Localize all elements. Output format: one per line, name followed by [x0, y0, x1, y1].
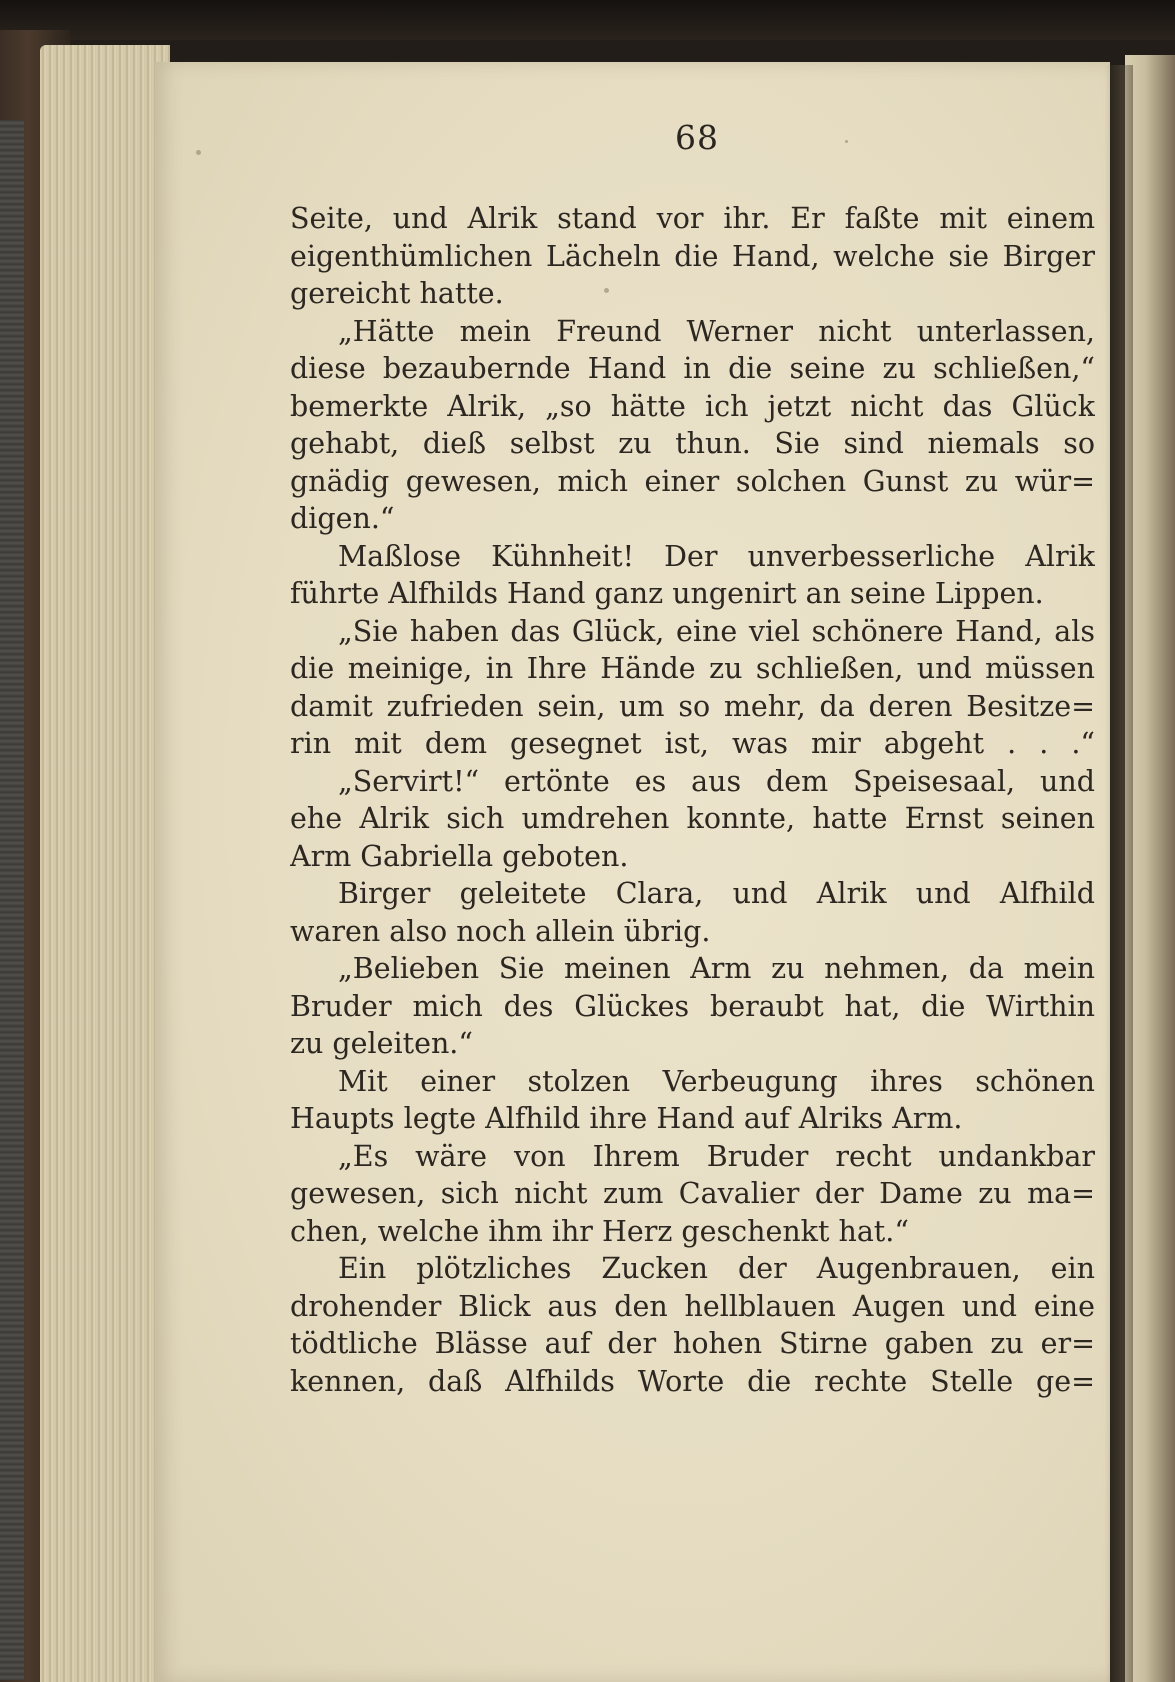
text-line: ehe Alrik sich umdrehen konnte, hatte Ernst seinen: [290, 802, 1095, 835]
text-line: zu geleiten.“: [290, 1027, 473, 1060]
text-line: gewesen, sich nicht zum Cavalier der Dame zu ma=: [290, 1177, 1095, 1210]
text-line: Birger geleitete Clara, und Alrik und Alfhild: [338, 877, 1095, 910]
text-line: „Belieben Sie meinen Arm zu nehmen, da mein: [338, 952, 1095, 985]
text-line: „Hätte mein Freund Werner nicht unterlassen,: [338, 314, 1095, 348]
text-line: digen.“: [290, 502, 395, 535]
text-line: „Sie haben das Glück, eine viel schönere Hand, als: [338, 614, 1095, 648]
text-line: Seite, und Alrik stand vor ihr. Er faßte mit einem: [290, 202, 1095, 235]
text-line: gehabt, dieß selbst zu thun. Sie sind niemals so: [290, 427, 1095, 460]
page-body-text: [290, 200, 1095, 1400]
page-stack-edges: [40, 45, 170, 1682]
text-line: bemerkte Alrik, „so hätte ich jetzt nicht das Glück: [290, 389, 1095, 423]
page-gutter-shadow: [1105, 65, 1133, 1682]
text-line: Bruder mich des Glückes beraubt hat, die Wirthin: [290, 989, 1095, 1023]
text-line: chen, welche ihm ihr Herz geschenkt hat.“: [290, 1214, 909, 1248]
text-line: Maßlose Kühnheit! Der unverbesserliche Alrik: [338, 539, 1095, 573]
text-line: gnädig gewesen, mich einer solchen Gunst zu wür=: [290, 464, 1095, 498]
text-line: „Servirt!“ ertönte es aus dem Speisesaal, und: [338, 764, 1095, 798]
text-line: rin mit dem gesegnet ist, was mir abgeht . . .“: [290, 727, 1095, 760]
text-line: führte Alfhilds Hand ganz ungenirt an seine Lippen.: [290, 577, 1044, 610]
book-cover-top-edge: [0, 0, 1175, 40]
text-line: kennen, daß Alfhilds Worte die rechte Stelle ge=: [290, 1364, 1095, 1398]
text-line: gereicht hatte.: [290, 277, 504, 310]
text-line: eigenthümlichen Lächeln die Hand, welche sie Birger: [290, 239, 1095, 273]
text-line: die meinige, in Ihre Hände zu schließen, und müssen: [290, 652, 1095, 685]
text-line: Haupts legte Alfhild ihre Hand auf Alriks Arm.: [290, 1102, 963, 1135]
text-line: tödtliche Blässe auf der hohen Stirne gaben zu er=: [290, 1327, 1095, 1360]
text-line: drohender Blick aus den hellblauen Augen und eine: [290, 1289, 1095, 1323]
text-line: „Es wäre von Ihrem Bruder recht undankbar: [338, 1139, 1095, 1173]
text-line: Ein plötzliches Zucken der Augenbrauen, ein: [338, 1252, 1095, 1285]
book-spine-edge: [0, 120, 24, 1680]
text-line: Arm Gabriella geboten.: [290, 839, 629, 873]
text-line: Mit einer stolzen Verbeugung ihres schönen: [338, 1064, 1095, 1098]
text-line: diese bezaubernde Hand in die seine zu schließen,“: [290, 352, 1095, 385]
paper-fleck: [196, 150, 201, 155]
paper-fleck: [845, 140, 848, 143]
text-line: waren also noch allein übrig.: [290, 914, 711, 948]
page-number: 68: [675, 118, 719, 157]
text-line: damit zufrieden sein, um so mehr, da deren Besitze=: [290, 689, 1095, 723]
